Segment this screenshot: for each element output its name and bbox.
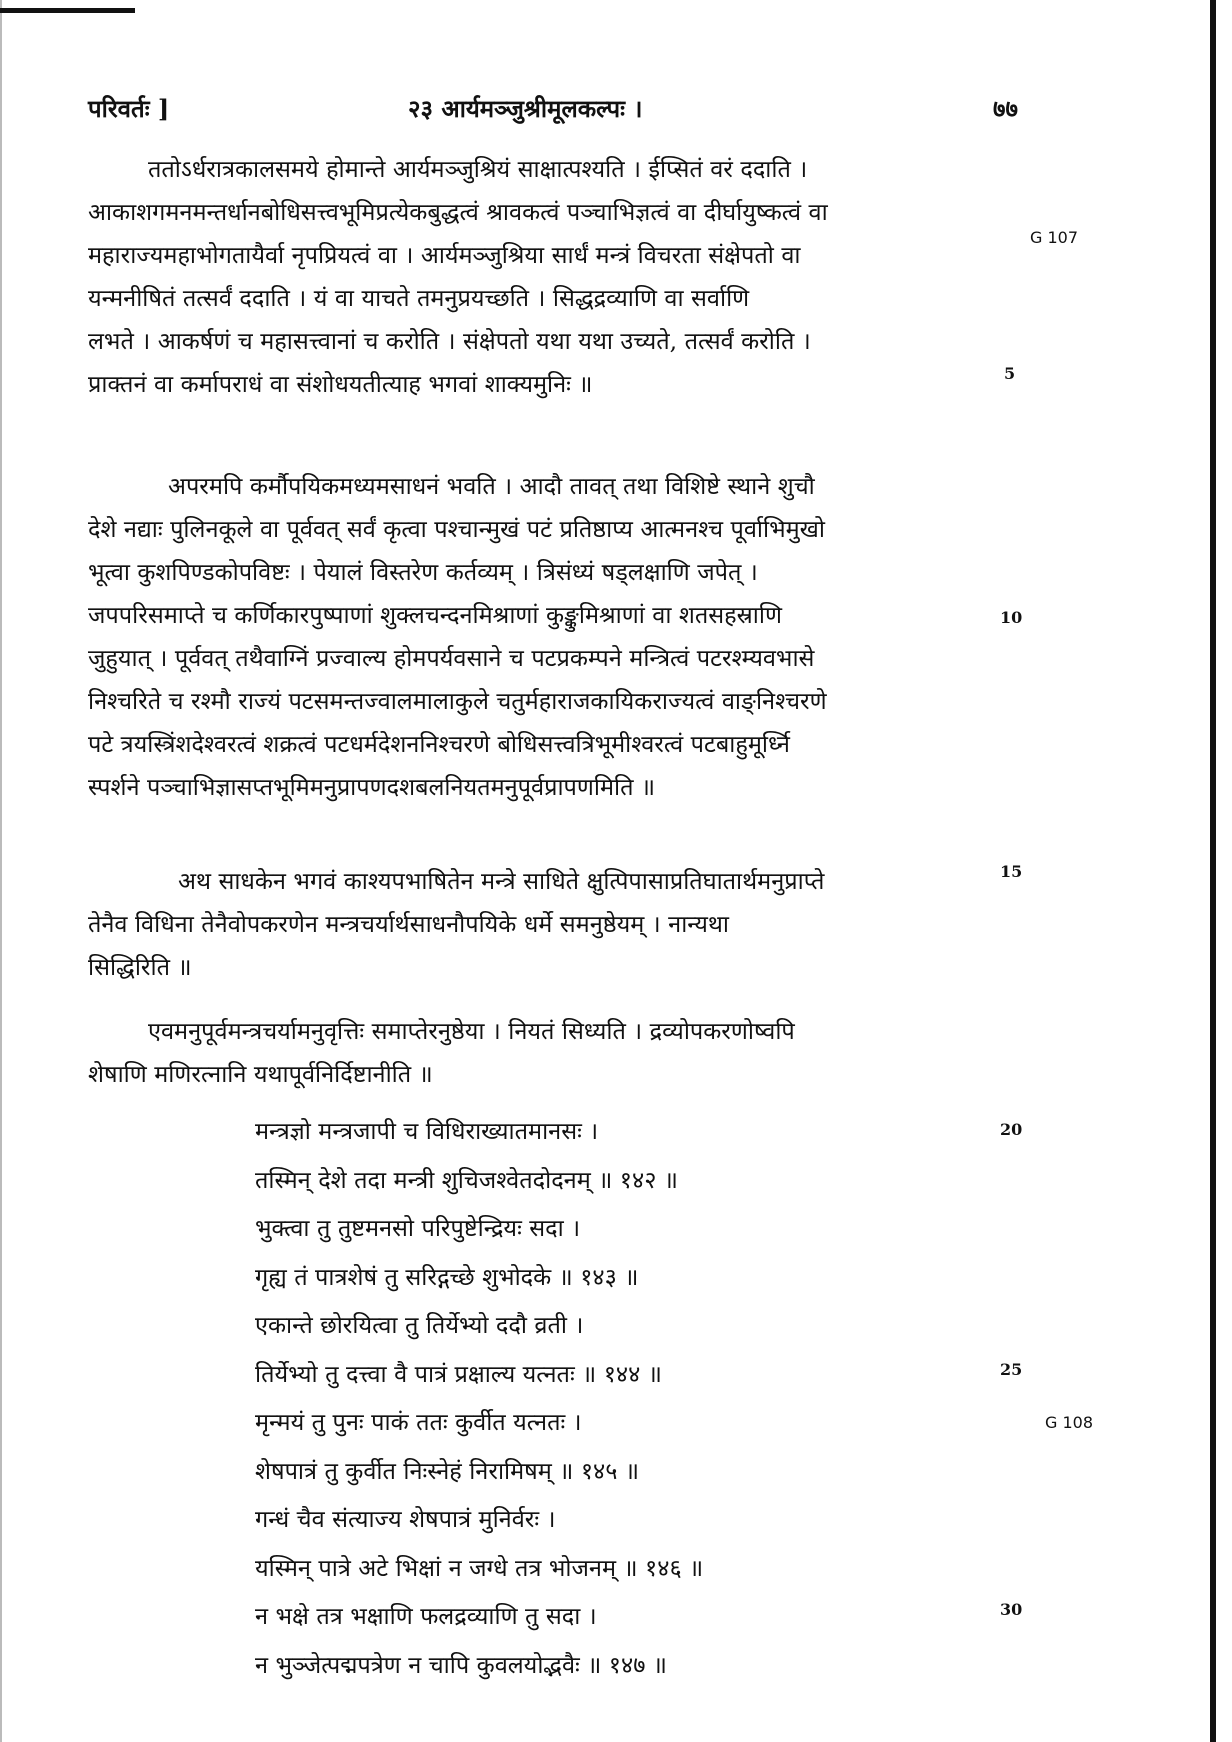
text-line: एवमनुपूर्वमन्त्रचर्यामनुवृत्तिः समाप्तेरनुष्ठेया । नियतं सिध्यति । द्रव्योपकरणोष्वपि [148, 1017, 795, 1045]
text-line: भूत्वा कुशपिण्डकोपविष्टः । पेयालं विस्तरेण कर्तव्यम् । त्रिसंध्यं षड्लक्षाणि जपेत् । [88, 558, 758, 586]
verse-line: भुक्त्वा तु तुष्टमनसो परिपुष्टेन्द्रियः सदा । [255, 1214, 581, 1242]
line-number: 10 [1000, 608, 1023, 627]
verse-line: गन्धं चैव संत्याज्य शेषपात्रं मुनिर्वरः । [255, 1505, 556, 1533]
text-line: महाराज्यमहाभोगतायैर्वा नृपप्रियत्वं वा । आर्यमञ्जुश्रिया सार्धं मन्त्रं विचरता संक्षेपतो वा [88, 241, 801, 269]
text-line: लभते । आकर्षणं च महासत्त्वानां च करोति । संक्षेपतो यथा यथा उच्यते, तत्सर्वं करोति । [88, 327, 811, 355]
verse-line: तिर्येभ्यो तु दत्त्वा वै पात्रं प्रक्षाल्य यत्नतः ॥ १४४ ॥ [255, 1359, 662, 1388]
gretil-ref: G 107 [1030, 228, 1079, 247]
text-line: तेनैव विधिना तेनैवोपकरणेन मन्त्रचर्यार्थसाधनौपयिके धर्मे समनुष्ठेयम् । नान्यथा [88, 910, 729, 938]
text-line: जपपरिसमाप्ते च कर्णिकारपुष्पाणां शुक्लचन्दनमिश्राणां कुङ्कुमिश्राणां वा शतसहस्राणि [88, 601, 782, 629]
text-line: आकाशगमनमन्तर्धानबोधिसत्त्वभूमिप्रत्येकबुद्धत्वं श्रावकत्वं पञ्चाभिज्ञत्वं वा दीर्घायुष्कत्वं वा [88, 198, 828, 226]
text-line: पटे त्रयस्त्रिंशदेश्वरत्वं शक्रत्वं पटधर्मदेशननिश्चरणे बोधिसत्त्वत्रिभूमीश्वरत्वं पटबाहुमूर्ध्नि [88, 730, 790, 758]
verse-line: शेषपात्रं तु कुर्वीत निःस्नेहं निरामिषम् ॥ १४५ ॥ [255, 1456, 640, 1485]
right-rule [1210, 0, 1216, 1742]
verse-line: गृह्य तं पात्रशेषं तु सरिद्गच्छे शुभोदके ॥ १४३ ॥ [255, 1262, 639, 1291]
text-line: यन्मनीषितं तत्सर्वं ददाति । यं वा याचते तमनुप्रयच्छति । सिद्धद्रव्याणि वा सर्वाणि [88, 284, 750, 312]
verse-line: तस्मिन् देशे तदा मन्त्री शुचिजश्वेतदोदनम् ॥ १४२ ॥ [255, 1165, 679, 1194]
line-number: 30 [1000, 1600, 1023, 1619]
verse-line: न भक्षे तत्र भक्षाणि फलद्रव्याणि तु सदा । [255, 1602, 597, 1630]
line-number: 25 [1000, 1360, 1023, 1379]
paragraph-1 [88, 148, 1018, 406]
text-line: स्पर्शने पञ्चाभिज्ञासप्तभूमिमनुप्रापणदशबलनियतमनुपूर्वप्रापणमिति ॥ [88, 773, 656, 801]
text-line: ततोऽर्धरात्रकालसमये होमान्ते आर्यमञ्जुश्रियं साक्षात्पश्यति । ईप्सितं वरं ददाति । [148, 155, 808, 183]
line-number: 5 [1004, 364, 1016, 383]
line-number: 20 [1000, 1120, 1023, 1139]
text-line: अपरमपि कर्मौपयिकमध्यमसाधनं भवति । आदौ तावत् तथा विशिष्टे स्थाने शुचौ [168, 472, 815, 500]
text-line: अथ साधकेन भगवं काश्यपभाषितेन मन्त्रे साधिते क्षुत्पिपासाप्रतिघातार्थमनुप्राप्ते [178, 867, 825, 895]
paragraph-3 [88, 860, 1018, 989]
page-left-edge [0, 0, 2, 1742]
text-line: देशे नद्याः पुलिनकूले वा पूर्ववत् सर्वं कृत्वा पश्चान्मुखं पटं प्रतिष्ठाप्य आत्मनश्च पूर्वाभिमुखो [88, 515, 825, 543]
verse-line: मृन्मयं तु पुनः पाकं ततः कुर्वीत यत्नतः । [255, 1408, 582, 1436]
paragraph-2 [88, 465, 1018, 809]
verse-line: एकान्ते छोरयित्वा तु तिर्येभ्यो ददौ व्रती । [255, 1311, 584, 1339]
text-line: सिद्धिरिति ॥ [88, 953, 192, 981]
line-number: 15 [1000, 862, 1023, 881]
verse-line: मन्त्रज्ञो मन्त्रजापी च विधिराख्यातमानसः । [255, 1117, 599, 1145]
running-header [88, 92, 1018, 132]
text-line: निश्चरिते च रश्मौ राज्यं पटसमन्तज्वालमालाकुले चतुर्महाराजकायिकराज्यत्वं वाङ्निश्चरणे [88, 687, 827, 715]
paragraph-4 [88, 1010, 1018, 1096]
page-number: ७७ [993, 94, 1018, 123]
verse-block [255, 1107, 1015, 1689]
header-chapter: परिवर्तः ] [88, 94, 170, 123]
verse-line: न भुञ्जेत्पद्मपत्रेण न चापि कुवलयोद्भवैः ॥ १४७ ॥ [255, 1650, 667, 1679]
text-line: प्राक्तनं वा कर्मापराधं वा संशोधयतीत्याह भगवां शाक्यमुनिः ॥ [88, 370, 593, 398]
text-line: जुहुयात् । पूर्ववत् तथैवाग्निं प्रज्वाल्य होमपर्यवसाने च पटप्रकम्पने मन्त्रित्वं पटरश्म्यवभासे [88, 644, 815, 672]
gretil-ref: G 108 [1045, 1413, 1094, 1432]
text-line: शेषाणि मणिरत्नानि यथापूर्वनिर्दिष्टानीति ॥ [88, 1060, 433, 1088]
verse-line: यस्मिन् पात्रे अटे भिक्षां न जग्धे तत्र भोजनम् ॥ १४६ ॥ [255, 1553, 704, 1582]
header-title: २३ आर्यमञ्जुश्रीमूलकल्पः । [408, 94, 643, 123]
top-rule [0, 8, 135, 13]
